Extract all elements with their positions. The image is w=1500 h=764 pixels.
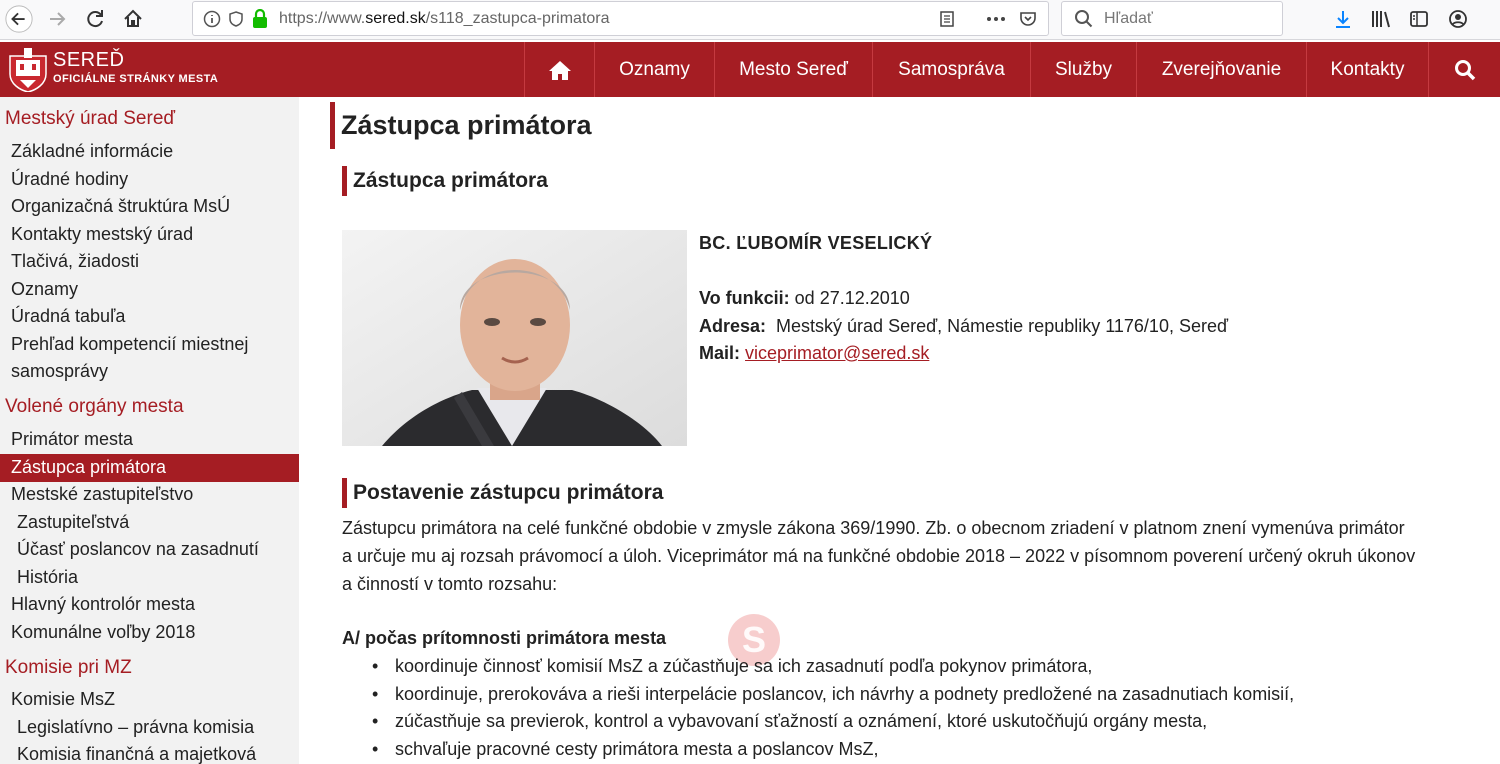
- sidebar-item-zastupca-primatora[interactable]: Zástupca primátora: [11, 457, 167, 477]
- sidebar-item-prehlad-kompetencii-cont[interactable]: samosprávy: [11, 361, 109, 381]
- office-label: Vo funkcii:: [699, 288, 790, 308]
- download-icon: [1333, 9, 1353, 29]
- back-button[interactable]: [4, 4, 34, 34]
- sidebar-item-organizacna-struktura[interactable]: Organizačná štruktúra MsÚ: [11, 196, 231, 216]
- deputy-mayor-portrait: [342, 230, 687, 446]
- sidebar-item-uradna-tabula[interactable]: Úradná tabuľa: [11, 306, 126, 326]
- sidebar-toggle-button[interactable]: [1404, 4, 1434, 34]
- nav-sluzby[interactable]: Služby: [1030, 42, 1136, 97]
- search-icon: [1074, 9, 1094, 29]
- nav-kontakty[interactable]: Kontakty: [1306, 42, 1428, 97]
- shield-icon[interactable]: [227, 10, 245, 28]
- address-line: [699, 316, 1228, 337]
- paragraph-line: a určuje mu aj rozsah právomocí a úloh. Viceprimátor má na funkčné obdobie 2018 – 2022 v písomnom poverení určený okruh úkonov: [342, 546, 1416, 566]
- page-title-accent: [330, 102, 335, 149]
- lock-icon[interactable]: [251, 9, 269, 29]
- brand-subtitle: OFICIÁLNE STRÁNKY MESTA: [53, 73, 219, 85]
- watermark-logo: S: [728, 614, 780, 666]
- sidebar-heading-komisie[interactable]: Komisie pri MZ: [5, 657, 132, 678]
- section-title: Zástupca primátora: [353, 169, 548, 192]
- email-link[interactable]: viceprimator@sered.sk: [745, 343, 930, 363]
- sidebar-item-komisie-msz[interactable]: Komisie MsZ: [11, 689, 116, 709]
- sidebar-heading-volene-organy[interactable]: Volené orgány mesta: [5, 396, 184, 417]
- search-placeholder: Hľadať: [1104, 10, 1153, 27]
- paragraph-line: a činností v tomto rozsahu:: [342, 574, 558, 594]
- home-icon: [122, 8, 144, 30]
- sidebar-item-prehlad-kompetencii[interactable]: Prehľad kompetencií miestnej: [11, 334, 249, 354]
- sidebar-item-hlavny-kontrolor[interactable]: Hlavný kontrolór mesta: [11, 594, 196, 614]
- nav-samosprava[interactable]: Samospráva: [872, 42, 1030, 97]
- account-button[interactable]: [1443, 4, 1473, 34]
- reload-button[interactable]: [80, 4, 110, 34]
- sidebar-item-zakladne-informacie[interactable]: Základné informácie: [11, 141, 174, 161]
- home-button[interactable]: [118, 4, 148, 34]
- reader-view-icon[interactable]: [938, 10, 956, 28]
- url-text: https://www.sered.sk/s118_zastupca-primatora: [279, 10, 610, 27]
- sidebar-item-ucast-poslancov[interactable]: Účasť poslancov na zasadnutí: [17, 539, 259, 559]
- mail-label: Mail:: [699, 343, 741, 363]
- library-button[interactable]: [1366, 4, 1396, 34]
- brand-name[interactable]: SEREĎ: [53, 49, 125, 71]
- page-title: Zástupca primátora: [341, 110, 592, 140]
- nav-mesto-sered[interactable]: Mesto Sereď: [714, 42, 872, 97]
- more-actions-icon[interactable]: [985, 10, 1007, 28]
- section-title-accent: [342, 166, 347, 196]
- sidebar-item-kontakty[interactable]: Kontakty mestský úrad: [11, 224, 194, 244]
- sidebar-item-uradne-hodiny[interactable]: Úradné hodiny: [11, 169, 129, 189]
- nav-home[interactable]: [524, 42, 594, 97]
- sidebar: [0, 97, 299, 764]
- address-value: Mestský úrad Sereď, Námestie republiky 1176/10, Sereď: [766, 316, 1229, 336]
- section2-title: Postavenie zástupcu primátora: [353, 481, 664, 504]
- sidebar-icon: [1409, 9, 1429, 29]
- downloads-button[interactable]: [1328, 4, 1358, 34]
- office-value: od 27.12.2010: [789, 288, 910, 308]
- sidebar-heading-mestsky-urad[interactable]: Mestský úrad Sereď: [5, 108, 176, 129]
- sidebar-item-zastupitelstva[interactable]: Zastupiteľstvá: [17, 512, 130, 532]
- sidebar-item-legislativno-pravna[interactable]: Legislatívno – právna komisia: [17, 717, 255, 737]
- sidebar-item-primator[interactable]: Primátor mesta: [11, 429, 134, 449]
- forward-button[interactable]: [42, 4, 72, 34]
- info-icon[interactable]: [203, 10, 221, 28]
- library-icon: [1370, 9, 1392, 29]
- sidebar-item-mestske-zastupitelstvo[interactable]: Mestské zastupiteľstvo: [11, 484, 194, 504]
- sidebar-item-oznamy[interactable]: Oznamy: [11, 279, 79, 299]
- paragraph-line: Zástupcu primátora na celé funkčné obdobie v zmysle zákona 369/1990. Zb. o obecnom zriadení v platnom znení vymenúva primátor: [342, 518, 1405, 538]
- nav-search-button[interactable]: [1428, 42, 1500, 97]
- reload-icon: [84, 8, 106, 30]
- nav-oznamy[interactable]: Oznamy: [594, 42, 714, 97]
- pocket-icon[interactable]: [1018, 9, 1038, 29]
- subheading-a: A/ počas prítomnosti primátora mesta: [342, 628, 667, 648]
- search-icon: [1454, 59, 1476, 81]
- sidebar-item-financna-majetkova[interactable]: Komisia finančná a majetková: [17, 744, 257, 764]
- nav-zverejnovanie[interactable]: Zverejňovanie: [1136, 42, 1306, 97]
- home-icon: [548, 59, 572, 81]
- forward-arrow-icon: [46, 8, 68, 30]
- site-header: [0, 42, 1500, 97]
- address-label: Adresa:: [699, 316, 767, 336]
- browser-search-box[interactable]: [1061, 1, 1283, 36]
- sidebar-item-komunalne-volby[interactable]: Komunálne voľby 2018: [11, 622, 196, 642]
- sidebar-item-tlaciva[interactable]: Tlačivá, žiadosti: [11, 251, 140, 271]
- browser-toolbar: [0, 0, 1500, 40]
- section2-title-accent: [342, 478, 347, 508]
- account-icon: [1448, 9, 1468, 29]
- address-bar[interactable]: [192, 1, 1049, 36]
- mail-line: [699, 343, 929, 364]
- sidebar-item-historia[interactable]: História: [17, 567, 79, 587]
- office-since-line: [699, 288, 910, 309]
- portrait-image: [342, 230, 687, 446]
- back-arrow-icon: [4, 3, 34, 35]
- person-name: BC. ĽUBOMÍR VESELICKÝ: [699, 233, 933, 253]
- city-coat-of-arms-logo[interactable]: [8, 46, 48, 92]
